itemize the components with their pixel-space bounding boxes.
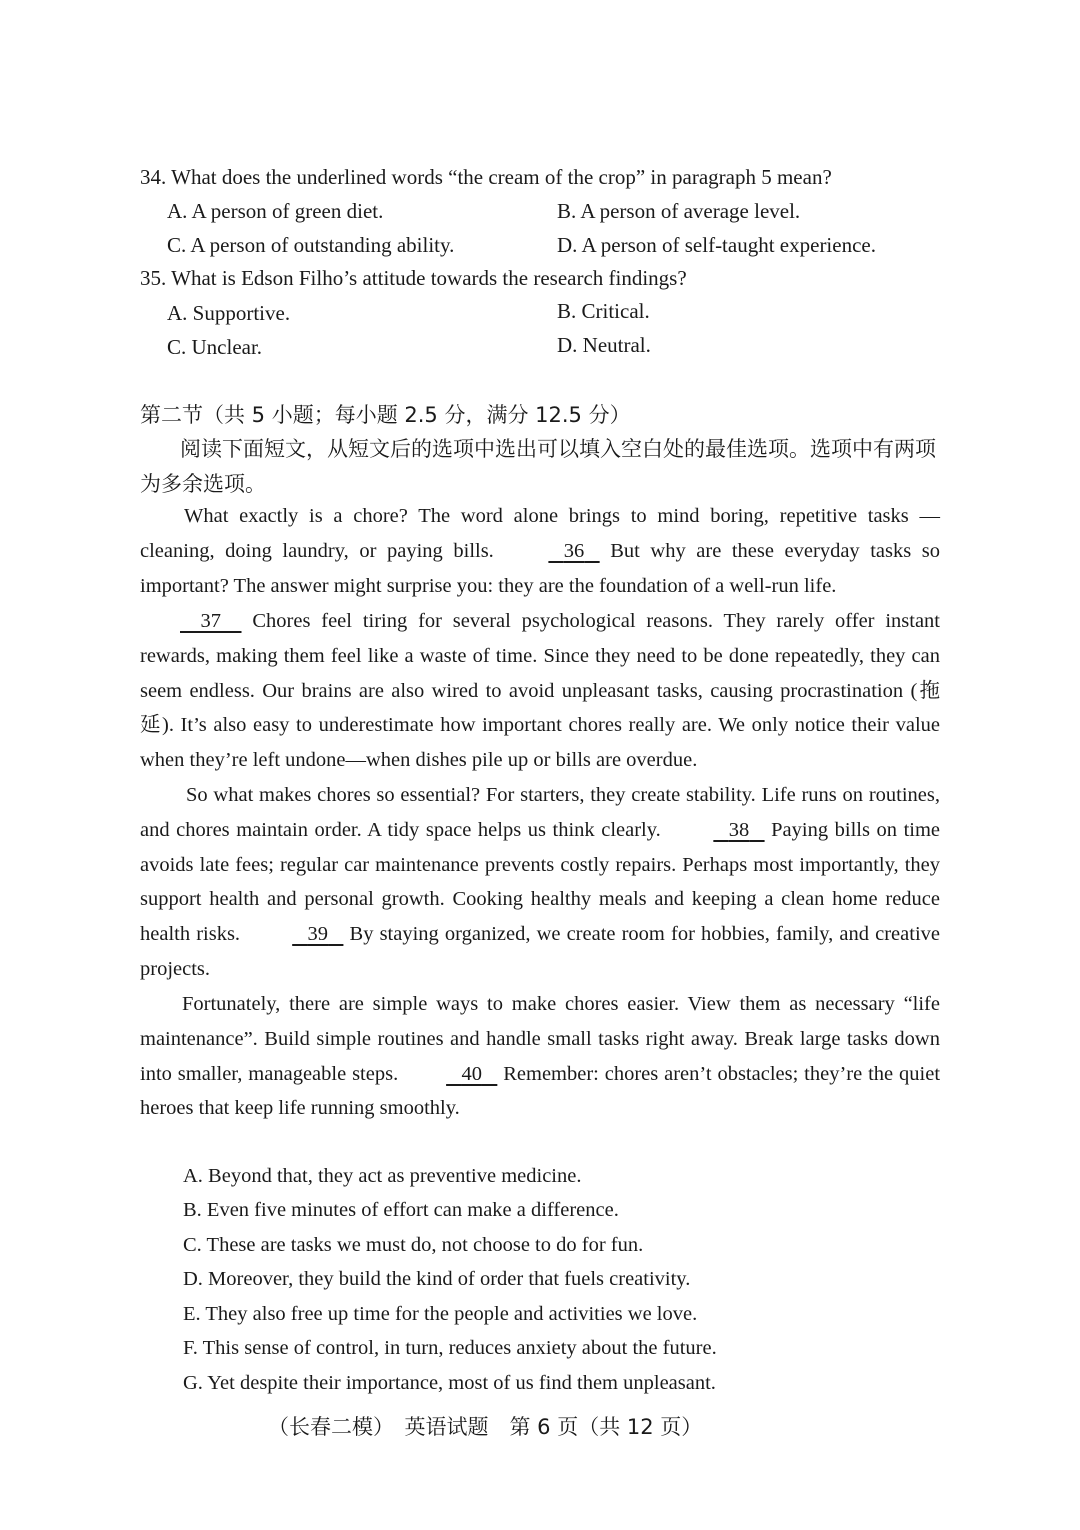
passage-paragraph-1 — [140, 499, 940, 603]
choice-g: G. Yet despite their importance, most of us find them unpleasant. — [183, 1372, 716, 1394]
choice-a: A. Beyond that, they act as preventive medicine. — [183, 1165, 582, 1187]
blank-36[interactable]: 36 — [563, 539, 585, 562]
passage-text: But why are these everyday tasks so important? The answer might surprise you: they are the foundation of a well-run life. — [140, 539, 941, 597]
passage-text: Paying bills on time avoids late fees; regular car maintenance prevents costly repairs. Perhaps most importantly, they support health and personal growth. Cooking healthy meals and keeping a clean home reduce health risks. — [140, 818, 941, 946]
blank-39[interactable]: 39 — [307, 923, 329, 946]
question-35-stem: 35. What is Edson Filho’s attitude towards the research findings? — [140, 266, 687, 290]
section-instruction: 阅读下面短文，从短文后的选项中选出可以填入空白处的最佳选项。选项中有两项为多余选项。 — [140, 437, 936, 496]
question-35-option-c: C. Unclear. — [167, 335, 263, 359]
question-34-stem: 34. What does the underlined words “the cream of the crop” in paragraph 5 mean? — [140, 165, 832, 189]
passage-paragraph-3 — [140, 778, 940, 987]
passage-text: So what makes chores so essential? For starters, they create stability. Life runs on routines, and chores maintain order. A tidy space helps us think clearly. — [140, 784, 940, 841]
question-35-option-a: A. Supportive. — [167, 301, 291, 325]
question-35-option-b: B. Critical. — [557, 299, 650, 323]
choice-e: E. They also free up time for the people and activities we love. — [183, 1303, 698, 1325]
passage-text: Remember: chores aren’t obstacles; they’re the quiet heroes that keep life running smoothly. — [140, 1062, 941, 1120]
choice-f: F. This sense of control, in turn, reduces anxiety about the future. — [183, 1337, 717, 1359]
question-35-option-d: D. Neutral. — [557, 333, 651, 357]
page-footer: （长春二模） 英语试题 第 6 页（共 12 页） — [268, 1415, 703, 1439]
question-34-option-b: B. A person of average level. — [557, 199, 801, 223]
question-34-option-c: C. A person of outstanding ability. — [167, 233, 455, 257]
passage-text: Fortunately, there are simple ways to make chores easier. View them as necessary “life maintenance”. Build simple routines and handle small tasks right away. Break large tasks down into smaller, manageable steps. — [140, 993, 940, 1085]
passage-text: By staying organized, we create room for hobbies, family, and creative projects. — [140, 923, 940, 980]
passage-text: What exactly is a chore? The word alone brings to mind boring, repetitive tasks — cleaning, doing laundry, or paying bills. — [140, 505, 940, 562]
passage-paragraph-2 — [140, 604, 940, 778]
question-34-option-d: D. A person of self-taught experience. — [557, 233, 876, 257]
choice-c: C. These are tasks we must do, not choose to do for fun. — [183, 1234, 644, 1256]
section-heading: 第二节（共 5 小题；每小题 2.5 分，满分 12.5 分） — [140, 403, 631, 427]
question-34-option-a: A. A person of green diet. — [167, 199, 384, 223]
passage-paragraph-4 — [140, 987, 940, 1126]
passage-text: Chores feel tiring for several psychological reasons. They rarely offer instant rewards, making them feel like a waste of time. Since they need to be done repeatedly, they can seem endless. Our brains are also wired to avoid unpleasant tasks, causing procrastination (拖延). It’s also easy to underestimate how important chores really are. We only notice their value when they’re left undone—when dishes pile up or bills are overdue. — [140, 610, 941, 772]
blank-38[interactable]: 38 — [728, 818, 750, 841]
choice-d: D. Moreover, they build the kind of order that fuels creativity. — [183, 1268, 691, 1290]
blank-37[interactable]: 37 — [200, 610, 221, 632]
choice-b: B. Even five minutes of effort can make a difference. — [183, 1199, 619, 1221]
blank-40[interactable]: 40 — [461, 1062, 482, 1085]
